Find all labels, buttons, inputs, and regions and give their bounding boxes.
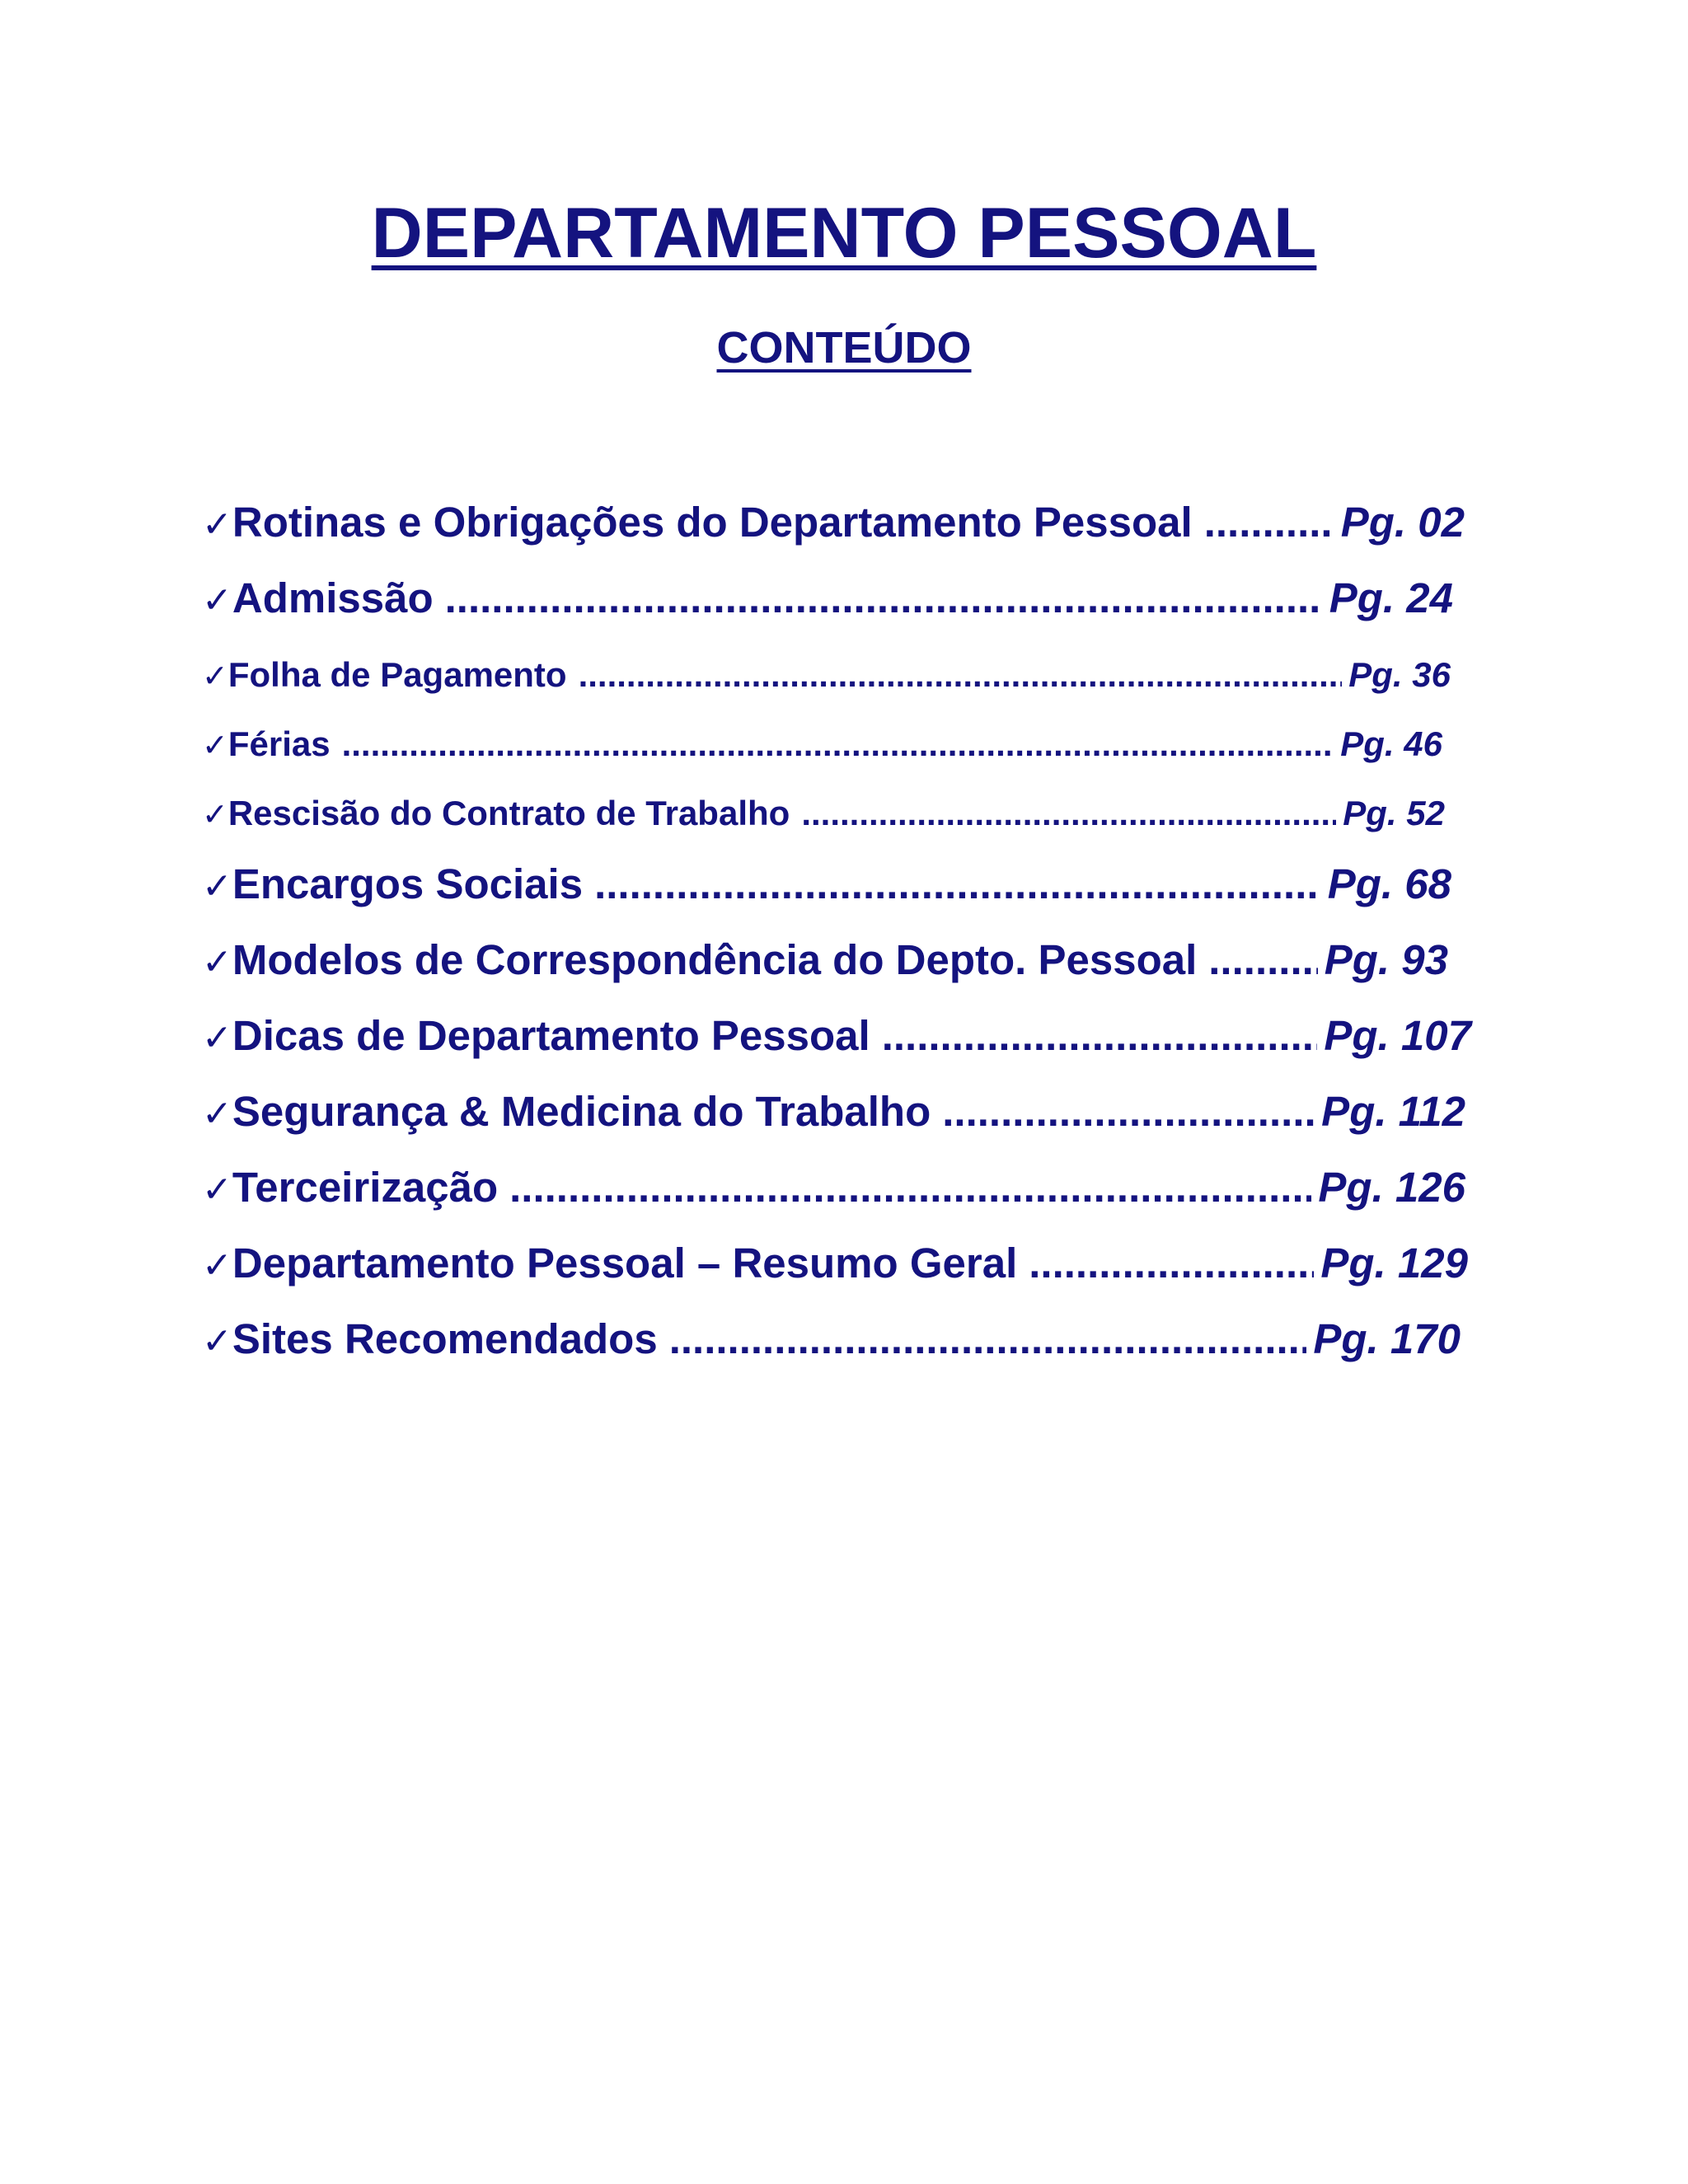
- toc-item-folha[interactable]: [202, 655, 1451, 694]
- toc-item-page: Pg. 93: [1324, 936, 1448, 983]
- toc-item-page: Pg. 107: [1324, 1012, 1471, 1059]
- leader-dots: [1204, 501, 1334, 543]
- toc-item-sites[interactable]: [202, 1315, 1461, 1362]
- check-mark-icon: ✓: [202, 796, 228, 832]
- toc-item-page: Pg. 170: [1313, 1315, 1461, 1362]
- leader-dots: [669, 1318, 1307, 1360]
- toc-item-label: Sites Recomendados: [232, 1315, 658, 1362]
- toc-item-page: Pg. 68: [1327, 860, 1451, 907]
- leader-dots: [594, 863, 1321, 905]
- toc-item-dicas[interactable]: [202, 1012, 1471, 1059]
- check-mark-icon: ✓: [202, 658, 228, 694]
- check-mark-icon: ✓: [202, 1169, 232, 1211]
- check-mark-icon: ✓: [202, 1320, 232, 1362]
- leader-dots: [445, 577, 1323, 619]
- toc-item-ferias[interactable]: [202, 724, 1442, 763]
- leader-dots: [942, 1090, 1315, 1132]
- leader-dots: [1208, 939, 1317, 981]
- check-mark-icon: ✓: [202, 865, 232, 907]
- toc-item-page: Pg. 02: [1340, 499, 1465, 546]
- toc-item-page: Pg. 112: [1321, 1088, 1465, 1135]
- toc-item-admissao[interactable]: [202, 574, 1453, 621]
- leader-dots: [882, 1015, 1318, 1057]
- toc-item-seguranca[interactable]: [202, 1088, 1465, 1135]
- check-mark-icon: ✓: [202, 727, 228, 763]
- toc-item-page: Pg. 36: [1348, 655, 1451, 694]
- toc-item-resumo-geral[interactable]: [202, 1242, 1468, 1284]
- toc-item-terceirizacao[interactable]: [202, 1164, 1465, 1211]
- toc-item-label: Rotinas e Obrigações do Departamento Pessoal: [232, 499, 1193, 546]
- check-mark-icon: ✓: [202, 579, 232, 621]
- toc-item-label: Folha de Pagamento: [227, 655, 567, 694]
- leader-dots: [509, 1166, 1311, 1208]
- toc-item-label: Admissão: [232, 574, 434, 621]
- toc-item-label: Segurança & Medicina do Trabalho: [232, 1088, 931, 1135]
- toc-item-label: Modelos de Correspondência do Depto. Pessoal: [232, 936, 1198, 983]
- section-subtitle-text: CONTEÚDO: [716, 323, 972, 373]
- check-mark-icon: ✓: [202, 941, 232, 983]
- toc-item-label: Rescisão do Contrato de Trabalho: [227, 794, 790, 832]
- page-title-text: DEPARTAMENTO PESSOAL: [371, 194, 1317, 273]
- leader-dots: [342, 727, 1334, 762]
- toc-item-rotinas[interactable]: [202, 499, 1465, 546]
- toc-item-rescisao[interactable]: [202, 796, 1445, 831]
- toc-item-page: Pg. 24: [1329, 574, 1453, 621]
- check-mark-icon: ✓: [202, 1093, 232, 1135]
- leader-dots: [1029, 1242, 1314, 1284]
- toc-item-label: Encargos Sociais: [232, 860, 584, 907]
- check-mark-icon: ✓: [202, 504, 232, 546]
- toc-item-label: Terceirização: [232, 1164, 499, 1211]
- toc-item-label: Dicas de Departamento Pessoal: [232, 1012, 870, 1059]
- toc-item-label: Departamento Pessoal – Resumo Geral: [232, 1240, 1018, 1286]
- leader-dots: [801, 796, 1336, 831]
- toc-item-encargos[interactable]: [202, 860, 1451, 907]
- check-mark-icon: ✓: [202, 1017, 232, 1059]
- toc-item-page: Pg. 129: [1320, 1240, 1468, 1286]
- toc-item-page: Pg. 52: [1343, 794, 1445, 832]
- toc-item-modelos[interactable]: [202, 936, 1448, 983]
- toc-item-label: Férias: [227, 724, 331, 763]
- toc-item-page: Pg. 46: [1340, 724, 1442, 763]
- leader-dots: [579, 658, 1343, 692]
- toc-item-page: Pg. 126: [1318, 1164, 1465, 1211]
- check-mark-icon: ✓: [202, 1244, 232, 1286]
